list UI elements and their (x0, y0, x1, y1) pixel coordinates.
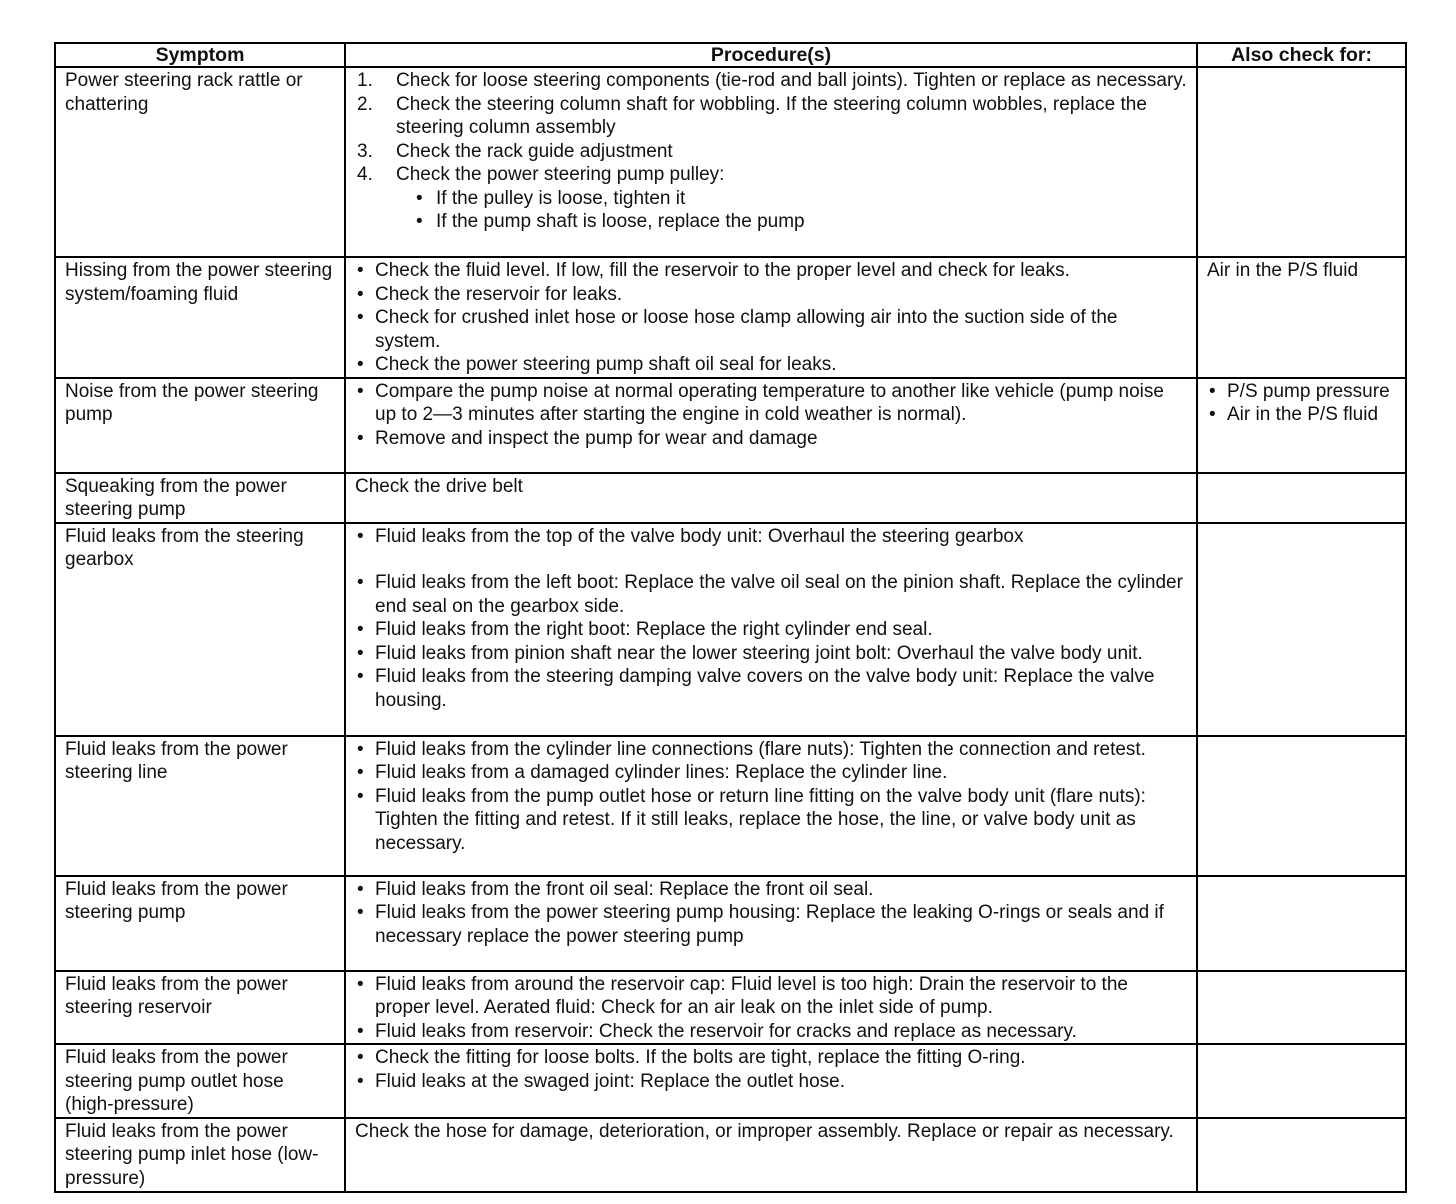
bullet-icon: • (357, 785, 364, 807)
procedure-bullets (355, 525, 1188, 713)
bullet-icon: • (357, 1020, 364, 1042)
bullet-text: P/S pump pressure (1227, 380, 1390, 402)
list-item (355, 1070, 1188, 1094)
bullet-icon: • (1209, 380, 1216, 402)
symptom-cell (55, 257, 345, 378)
step-number: 2. (357, 93, 373, 115)
list-item (355, 665, 1188, 712)
bullet-icon: • (357, 380, 364, 402)
bullet-text: Fluid leaks from the power steering pump housing: Replace the leaking O-rings or seals and if necessary replace the power steering pump (375, 902, 1164, 947)
bullet-icon: • (357, 738, 364, 760)
symptom-cell (55, 971, 345, 1045)
also-check-cell (1197, 523, 1406, 736)
header-procedures: Procedure(s) (345, 43, 1197, 67)
also-check-cell (1197, 876, 1406, 971)
bullet-text: Check the reservoir for leaks. (375, 283, 623, 305)
bullet-text: Fluid leaks from the cylinder line connections (flare nuts): Tighten the connection and retest. (375, 738, 1146, 760)
bullet-text: If the pump shaft is loose, replace the pump (436, 211, 805, 232)
procedure-cell (345, 1044, 1197, 1118)
header-row (55, 43, 1406, 67)
bullet-icon: • (357, 427, 364, 449)
symptom-cell (55, 1118, 345, 1192)
symptom-cell (55, 876, 345, 971)
bullet-icon: • (357, 1070, 364, 1092)
bullet-icon: • (416, 211, 423, 232)
bullet-icon: • (357, 354, 364, 375)
list-item (355, 642, 1188, 666)
bullet-icon: • (357, 902, 364, 923)
table-row (55, 1044, 1406, 1118)
list-item (355, 306, 1188, 353)
step-text: Check for loose steering components (tie-rod and ball joints). Tighten or replace as necessary. (396, 70, 1187, 91)
procedure-cell (345, 736, 1197, 876)
bullet-text: Air in the P/S fluid (1227, 404, 1379, 425)
list-item (1207, 380, 1397, 404)
step-text: Check the power steering pump pulley: (396, 164, 725, 185)
table-row (55, 736, 1406, 876)
bullet-text: Fluid leaks from the left boot: Replace the valve oil seal on the pinion shaft. Replace the cylinder end seal on the gearbox side. (375, 572, 1183, 617)
procedure-text: Check the hose for damage, deterioration, or improper assembly. Replace or repair as necessary. (355, 1120, 1174, 1142)
bullet-text: Fluid leaks from the pump outlet hose or return line fitting on the valve body unit (flare nuts): Tighten the fitting and retest. If it still leaks, replace the hose, the line, or valve body unit as necessary. (375, 785, 1146, 854)
symptom-text: Fluid leaks from the power steering pump inlet hose (low-pressure) (65, 1120, 319, 1189)
symptom-text: Fluid leaks from the power steering reservoir (65, 973, 288, 1018)
procedure-bullets (355, 1046, 1188, 1093)
symptom-text: Noise from the power steering pump (65, 380, 319, 425)
procedure-cell (345, 523, 1197, 736)
header-also-check: Also check for: (1197, 43, 1406, 67)
bullet-text: Fluid leaks from the right boot: Replace the right cylinder end seal. (375, 619, 933, 640)
also-check-text: Air in the P/S fluid (1207, 260, 1359, 281)
symptom-text: Hissing from the power steering system/foaming fluid (65, 260, 333, 305)
list-item (355, 525, 1188, 549)
bullet-text: Check the fluid level. If low, fill the reservoir to the proper level and check for leaks. (375, 260, 1070, 281)
list-item (355, 163, 1188, 234)
bullet-text: If the pulley is loose, tighten it (436, 187, 686, 209)
procedure-cell (345, 1118, 1197, 1192)
procedure-bullets (355, 738, 1188, 856)
bullet-text: Remove and inspect the pump for wear and damage (375, 427, 818, 449)
procedure-cell (345, 67, 1197, 257)
procedure-bullets (355, 259, 1188, 377)
table-row (55, 67, 1406, 257)
bullet-icon: • (357, 762, 364, 783)
list-item (355, 259, 1188, 283)
list-item (355, 353, 1188, 377)
bullet-icon: • (357, 260, 364, 281)
symptom-cell (55, 523, 345, 736)
sub-bullets (396, 187, 1188, 234)
table-row (55, 473, 1406, 523)
also-check-cell (1197, 378, 1406, 473)
list-item (1207, 403, 1397, 427)
list-item (355, 785, 1188, 856)
list-item (355, 93, 1188, 140)
also-check-cell (1197, 473, 1406, 523)
list-item (416, 187, 1188, 211)
symptom-text: Fluid leaks from the power steering pump (65, 878, 288, 923)
symptom-text: Fluid leaks from the power steering pump outlet hose (high-pressure) (65, 1047, 288, 1115)
procedure-cell (345, 876, 1197, 971)
list-item (355, 427, 1188, 451)
list-item (355, 69, 1188, 93)
also-check-cell (1197, 736, 1406, 876)
also-check-cell (1197, 1044, 1406, 1118)
bullet-text: Fluid leaks from the steering damping valve covers on the valve body unit: Replace the valve housing. (375, 666, 1155, 711)
table-row (55, 876, 1406, 971)
procedure-cell (345, 257, 1197, 378)
bullet-icon: • (357, 525, 364, 547)
procedure-cell (345, 378, 1197, 473)
bullet-text: Fluid leaks from around the reservoir cap: Fluid level is too high: Drain the reservoir to the proper level. Aerated fluid: Check for an air leak on the inlet side of pump. (375, 973, 1128, 1018)
step-number: 3. (357, 140, 373, 162)
bullet-text: Check the power steering pump shaft oil seal for leaks. (375, 354, 837, 375)
list-item (355, 618, 1188, 642)
list-item (355, 380, 1188, 427)
list-item (416, 210, 1188, 234)
bullet-icon: • (357, 1047, 364, 1068)
bullet-text: Fluid leaks at the swaged joint: Replace the outlet hose. (375, 1070, 846, 1092)
list-item (355, 973, 1188, 1020)
symptom-cell (55, 1044, 345, 1118)
also-check-cell (1197, 971, 1406, 1045)
bullet-text: Fluid leaks from pinion shaft near the lower steering joint bolt: Overhaul the valve body unit. (375, 642, 1143, 664)
also-check-cell (1197, 257, 1406, 378)
bullet-text: Check the fitting for loose bolts. If the bolts are tight, replace the fitting O-ring. (375, 1047, 1026, 1068)
list-item (355, 878, 1188, 902)
procedure-text: Check the drive belt (355, 475, 523, 497)
bullet-icon: • (357, 973, 364, 995)
symptom-text: Squeaking from the power steering pump (65, 475, 287, 520)
table-row (55, 523, 1406, 736)
bullet-text: Compare the pump noise at normal operating temperature to another like vehicle (pump noise up to 2—3 minutes after starting the engine in cold weather is normal). (375, 380, 1164, 425)
header-symptom: Symptom (55, 43, 345, 67)
step-number: 1. (357, 70, 373, 91)
bullet-text: Fluid leaks from reservoir: Check the reservoir for cracks and replace as necessary. (375, 1020, 1077, 1042)
bullet-icon: • (357, 642, 364, 664)
list-item (355, 283, 1188, 307)
table-row (55, 257, 1406, 378)
symptom-cell (55, 736, 345, 876)
list-item (355, 1046, 1188, 1070)
bullet-icon: • (357, 666, 364, 687)
symptom-text: Power steering rack rattle or chattering (65, 70, 303, 115)
bullet-text: Check for crushed inlet hose or loose hose clamp allowing air into the suction side of the system. (375, 307, 1118, 352)
bullet-text: Fluid leaks from the front oil seal: Replace the front oil seal. (375, 878, 874, 900)
bullet-icon: • (357, 283, 364, 305)
bullet-icon: • (357, 619, 364, 640)
list-item (355, 901, 1188, 948)
symptom-cell (55, 378, 345, 473)
procedure-steps (355, 69, 1188, 234)
table-row (55, 378, 1406, 473)
bullet-icon: • (357, 572, 364, 593)
bullet-icon: • (357, 878, 364, 900)
symptom-cell (55, 67, 345, 257)
bullet-text: Fluid leaks from the top of the valve body unit: Overhaul the steering gearbox (375, 525, 1024, 547)
table-row (55, 1118, 1406, 1192)
procedure-cell (345, 971, 1197, 1045)
also-check-bullets (1207, 380, 1397, 427)
procedure-bullets (355, 973, 1188, 1044)
bullet-icon: • (357, 307, 364, 328)
bullet-text: Fluid leaks from a damaged cylinder lines: Replace the cylinder line. (375, 762, 948, 783)
bullet-icon: • (416, 187, 423, 209)
symptom-text: Fluid leaks from the steering gearbox (65, 525, 304, 570)
list-item (355, 761, 1188, 785)
step-number: 4. (357, 164, 373, 185)
step-text: Check the rack guide adjustment (396, 140, 673, 162)
table-row (55, 971, 1406, 1045)
troubleshooting-table (54, 42, 1407, 1193)
procedure-cell (345, 473, 1197, 523)
list-item (355, 140, 1188, 164)
procedure-bullets (355, 380, 1188, 451)
bullet-icon: • (1209, 404, 1216, 425)
symptom-cell (55, 473, 345, 523)
step-text: Check the steering column shaft for wobbling. If the steering column wobbles, replace the steering column assembly (396, 93, 1147, 138)
also-check-cell (1197, 67, 1406, 257)
symptom-text: Fluid leaks from the power steering line (65, 738, 288, 783)
list-item (355, 571, 1188, 618)
list-item (355, 1020, 1188, 1044)
procedure-bullets (355, 878, 1188, 949)
list-item (355, 738, 1188, 762)
also-check-cell (1197, 1118, 1406, 1192)
